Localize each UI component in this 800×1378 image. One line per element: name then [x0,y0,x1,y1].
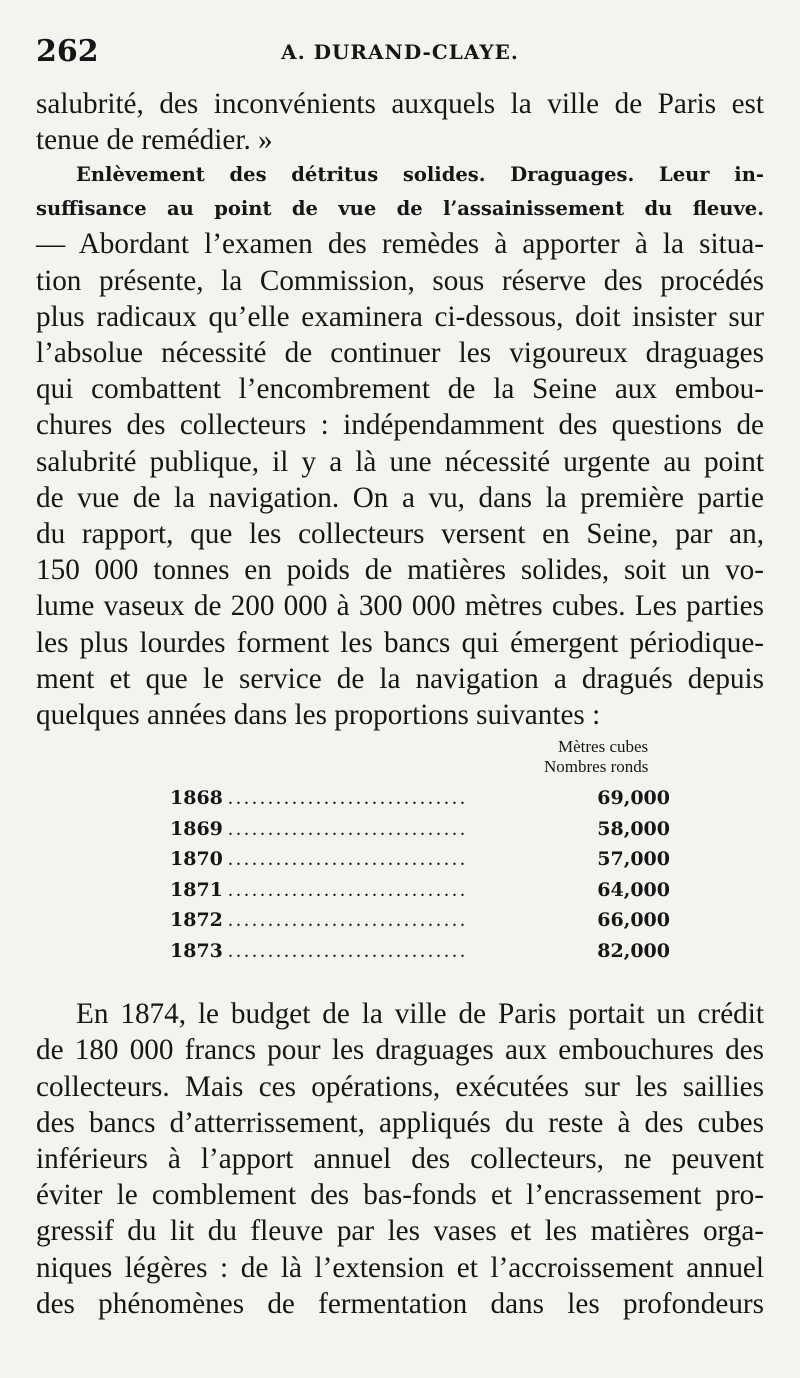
table-value: 69,000 [597,787,670,810]
text-line: collecteurs. Mais ces opérations, exécutées sur les saillies [36,1070,764,1103]
text-line: des bancs d’atterrissement, appliqués du reste à des cubes [36,1106,764,1139]
text-line: 150 000 tonnes en poids de matières solides, soit un vo- [36,554,764,587]
dredging-table [170,787,670,970]
table-header-note: Nombres ronds [544,757,649,777]
text-line: de vue de la navigation. On a vu, dans la première partie [36,481,764,514]
text-line: tion présente, la Commission, sous réserve des procédés [36,264,764,297]
table-year: 1870 [170,848,223,871]
table-year: 1869 [170,817,223,840]
dot-leader: .............................. [228,909,468,932]
text-line: salubrité, des inconvénients auxquels la ville de Paris est [36,88,764,120]
table-value: 66,000 [597,909,670,932]
dot-leader: .............................. [228,939,468,962]
text-line: du rapport, que les collecteurs versent en Seine, par an, [36,518,764,551]
text-line: gressif du lit du fleuve par les vases et les matières orga- [36,1215,764,1248]
table-column-header [544,737,764,777]
table-row [170,818,670,849]
table-year: 1868 [170,787,223,810]
table-value: 57,000 [597,848,670,871]
text-line: salubrité publique, il y a là une nécessité urgente au point [36,445,764,478]
table-year: 1872 [170,909,223,932]
dot-leader: .............................. [228,878,468,901]
table-header-unit: Mètres cubes [558,737,649,757]
text-line: En 1874, le budget de la ville de Paris portait un crédit [76,998,764,1031]
paragraph-main [36,226,764,733]
text-line: plus radicaux qu’elle examinera ci-dessous, doit insister sur [36,300,764,333]
text-line: inférieurs à l’apport annuel des collecteurs, ne peuvent [36,1143,764,1176]
page-number: 262 [36,34,99,69]
text-line: ment et que le service de la navigation a dragués depuis [36,662,764,695]
text-line: quelques années dans les proportions suivantes : [36,699,601,732]
running-title: A. DURAND-CLAYE. [281,40,519,64]
text-line: — Abordant l’examen des remèdes à apporter à la situa- [36,228,764,261]
table-year: 1871 [170,878,223,901]
text-line: qui combattent l’encombrement de la Seine aux embou- [36,373,764,406]
text-line: tenue de remédier. » [36,124,273,157]
table-row [170,787,670,818]
table-row [170,909,670,940]
text-line: les plus lourdes forment les bancs qui émergent périodique- [36,626,764,659]
paragraph-bottom [36,996,764,1322]
dot-leader: .............................. [228,787,468,810]
table-value: 82,000 [597,939,670,962]
table-row [170,879,670,910]
text-line: de 180 000 francs pour les draguages aux embouchures des [36,1034,764,1067]
section-heading [36,158,764,226]
table-row [170,848,670,879]
table-value: 64,000 [597,878,670,901]
heading-line: suffisance au point de vue de l’assainissement du fleuve. [36,197,764,221]
text-line: lume vaseux de 200 000 à 300 000 mètres cubes. Les parties [36,590,764,623]
dot-leader: .............................. [228,848,468,871]
text-line: éviter le comblement des bas-fonds et l’encrassement pro- [36,1179,764,1212]
text-line: niques légères : de là l’extension et l’accroissement annuel [36,1251,764,1284]
dot-leader: .............................. [228,817,468,840]
text-line: l’absolue nécessité de continuer les vigoureux draguages [36,337,764,370]
running-header [36,30,764,86]
text-line: chures des collecteurs : indépendamment des questions de [36,409,764,442]
heading-line: Enlèvement des détritus solides. Draguages. Leur in- [76,163,764,187]
text-line: des phénomènes de fermentation dans les profondeurs [36,1287,764,1320]
paragraph-top [36,86,764,158]
table-year: 1873 [170,939,223,962]
table-value: 58,000 [597,817,670,840]
table-row [170,940,670,971]
